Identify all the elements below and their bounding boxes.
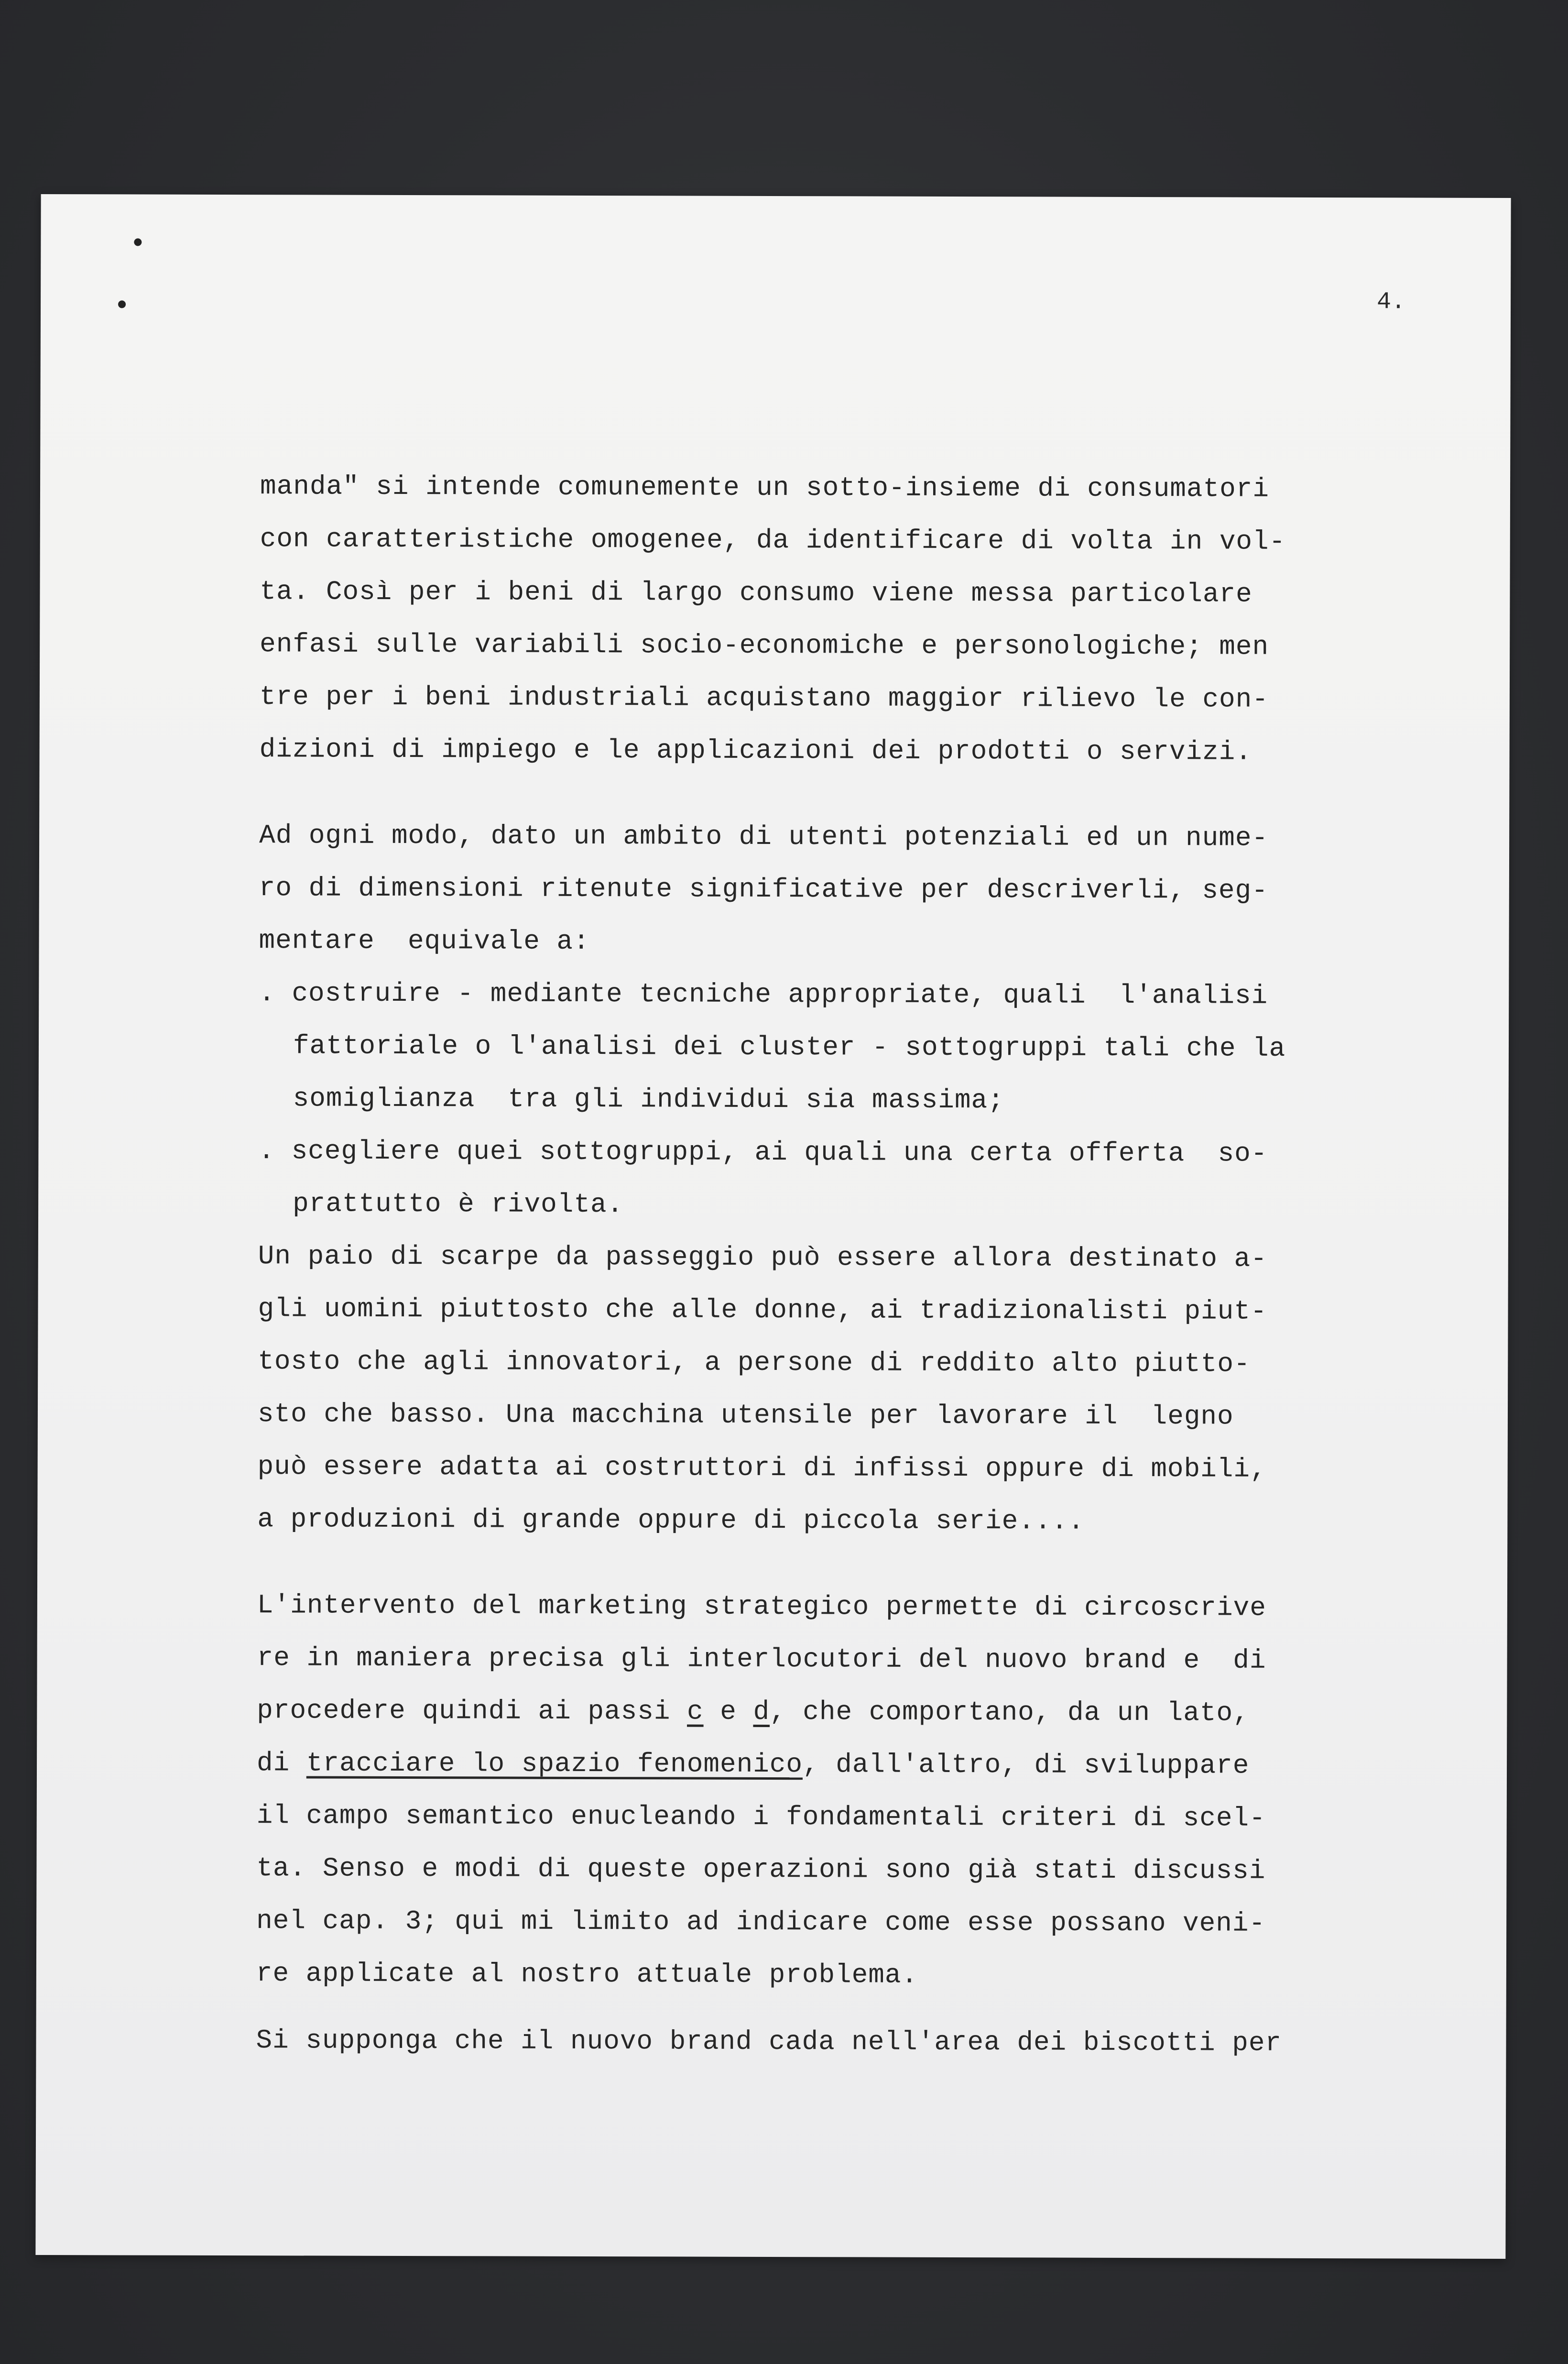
text-line: dizioni di impiego e le applicazioni dei prodotti o servizi. bbox=[259, 734, 1252, 767]
text-line: a produzioni di grande oppure di piccola serie.... bbox=[257, 1504, 1085, 1537]
text-line: con caratteristiche omogenee, da identificare di volta in vol- bbox=[260, 524, 1286, 557]
text-line: . costruire - mediante tecniche appropriate, quali l'analisi bbox=[259, 978, 1268, 1011]
text-segment: procedere quindi ai passi bbox=[257, 1695, 687, 1727]
text-line: nel cap. 3; qui mi limito ad indicare come esse possano veni- bbox=[256, 1905, 1266, 1939]
text-segment: e bbox=[703, 1696, 753, 1727]
text-line: ta. Così per i beni di largo consumo viene messa particolare bbox=[260, 576, 1252, 610]
text-line: fattoriale o l'analisi dei cluster - sottogruppi tali che la bbox=[293, 1030, 1286, 1064]
text-line: re in maniera precisa gli interlocutori del nuovo brand e di bbox=[257, 1642, 1266, 1676]
text-line: può essere adatta ai costruttori di infissi oppure di mobili, bbox=[257, 1451, 1267, 1485]
text-line: manda" si intende comunemente un sotto-insieme di consumatori bbox=[260, 471, 1270, 504]
punch-hole-mark bbox=[118, 300, 126, 308]
paragraph-2 bbox=[259, 809, 1449, 970]
text-segment: di bbox=[256, 1748, 306, 1779]
text-line: re applicate al nostro attuale problema. bbox=[256, 1958, 918, 1991]
text-line: tosto che agli innovatori, a persone di reddito alto piutto- bbox=[258, 1346, 1251, 1379]
underlined-phrase: tracciare lo spazio fenomenico bbox=[306, 1748, 803, 1780]
text-segment: , dall'altro, di sviluppare bbox=[802, 1749, 1250, 1781]
typewritten-page bbox=[35, 194, 1511, 2259]
text-line: ta. Senso e modi di queste operazioni sono già stati discussi bbox=[256, 1853, 1266, 1886]
list-item bbox=[259, 967, 1449, 1128]
paragraph-4 bbox=[256, 1579, 1448, 2003]
bullet-list bbox=[258, 967, 1449, 1233]
text-line: il campo semantico enucleando i fondamentali criteri di scel- bbox=[256, 1800, 1266, 1834]
text-line: mentare equivale a: bbox=[259, 925, 590, 957]
text-line: tre per i beni industriali acquistano maggior rilievo le con- bbox=[259, 681, 1269, 715]
text-line: Ad ogni modo, dato un ambito di utenti potenziali ed un nume- bbox=[259, 820, 1269, 854]
list-item bbox=[258, 1125, 1449, 1233]
page-body bbox=[256, 460, 1450, 2070]
text-line: sto che basso. Una macchina utensile per lavorare il legno bbox=[257, 1399, 1234, 1432]
text-line: L'intervento del marketing strategico permette di circoscrive bbox=[257, 1590, 1266, 1623]
text-line bbox=[257, 1737, 1447, 1793]
punch-hole-mark bbox=[134, 238, 142, 246]
text-line: somiglianza tra gli individui sia massima; bbox=[293, 1083, 1004, 1116]
text-segment: , che comportano, da un lato, bbox=[770, 1696, 1250, 1729]
paragraph-gap bbox=[257, 1545, 1448, 1582]
text-line bbox=[257, 1684, 1447, 1740]
text-line: ro di dimensioni ritenute significative per descriverli, seg- bbox=[259, 873, 1268, 906]
text-line: Si supponga che il nuovo brand cada nell'area dei biscotti per bbox=[256, 2025, 1282, 2058]
paragraph-5 bbox=[256, 2014, 1446, 2070]
text-line: prattutto è rivolta. bbox=[293, 1188, 624, 1220]
paragraph-1 bbox=[259, 460, 1450, 779]
paragraph-gap bbox=[259, 776, 1449, 812]
page-number: 4. bbox=[1376, 288, 1406, 316]
paragraph-3 bbox=[257, 1230, 1448, 1549]
underlined-step-d: d bbox=[753, 1696, 770, 1727]
underlined-step-c: c bbox=[687, 1696, 704, 1727]
text-line: enfasi sulle variabili socio-economiche e personologiche; men bbox=[260, 629, 1269, 662]
text-line: . scegliere quei sottogruppi, ai quali una certa offerta so- bbox=[258, 1136, 1268, 1169]
text-line: Un paio di scarpe da passeggio può essere allora destinato a- bbox=[258, 1241, 1267, 1274]
text-line: gli uomini piuttosto che alle donne, ai tradizionalisti piut- bbox=[258, 1293, 1267, 1327]
